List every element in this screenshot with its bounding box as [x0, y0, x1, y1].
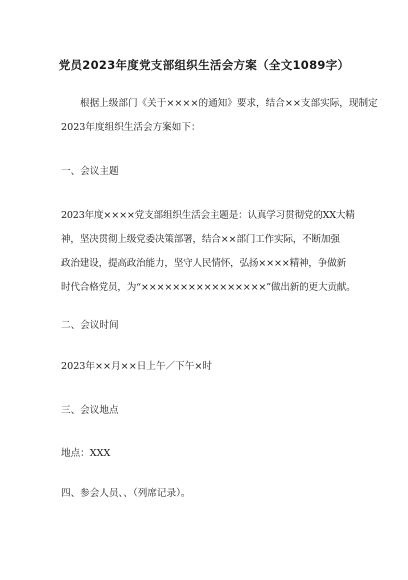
theme-line-1: 2023年度××××党支部组织生活会主题是：认真学习贯彻党的XX大精 — [61, 210, 355, 221]
meeting-time-text: 2023年××月××日上午／下午×时 — [61, 361, 212, 372]
theme-line-4: 时代合格党员，为“××××××××××××××××”做出新的更大贡献。 — [61, 282, 356, 293]
intro-line-1: 根据上级部门《关于××××的通知》要求，结合××支部实际，现制定 — [80, 98, 378, 109]
document-title: 党员2023年度党支部组织生活会方案（全文1089字） — [58, 58, 350, 72]
section-heading-theme: 一、会议主题 — [61, 166, 119, 177]
section-heading-time: 二、会议时间 — [61, 320, 119, 331]
theme-line-3: 政治建设，提高政治能力，坚守人民情怀，弘扬××××精神，争做新 — [61, 258, 346, 269]
meeting-location-text: 地点：XXX — [61, 448, 111, 459]
theme-line-2: 神，坚决贯彻上级党委决策部署，结合××部门工作实际，不断加强 — [61, 234, 340, 245]
intro-line-2: 2023年度组织生活会方案如下： — [61, 122, 201, 133]
section-heading-attendees: 四、参会人员、、（列席记录）。 — [61, 488, 191, 499]
section-heading-location: 三、会议地点 — [61, 405, 119, 416]
